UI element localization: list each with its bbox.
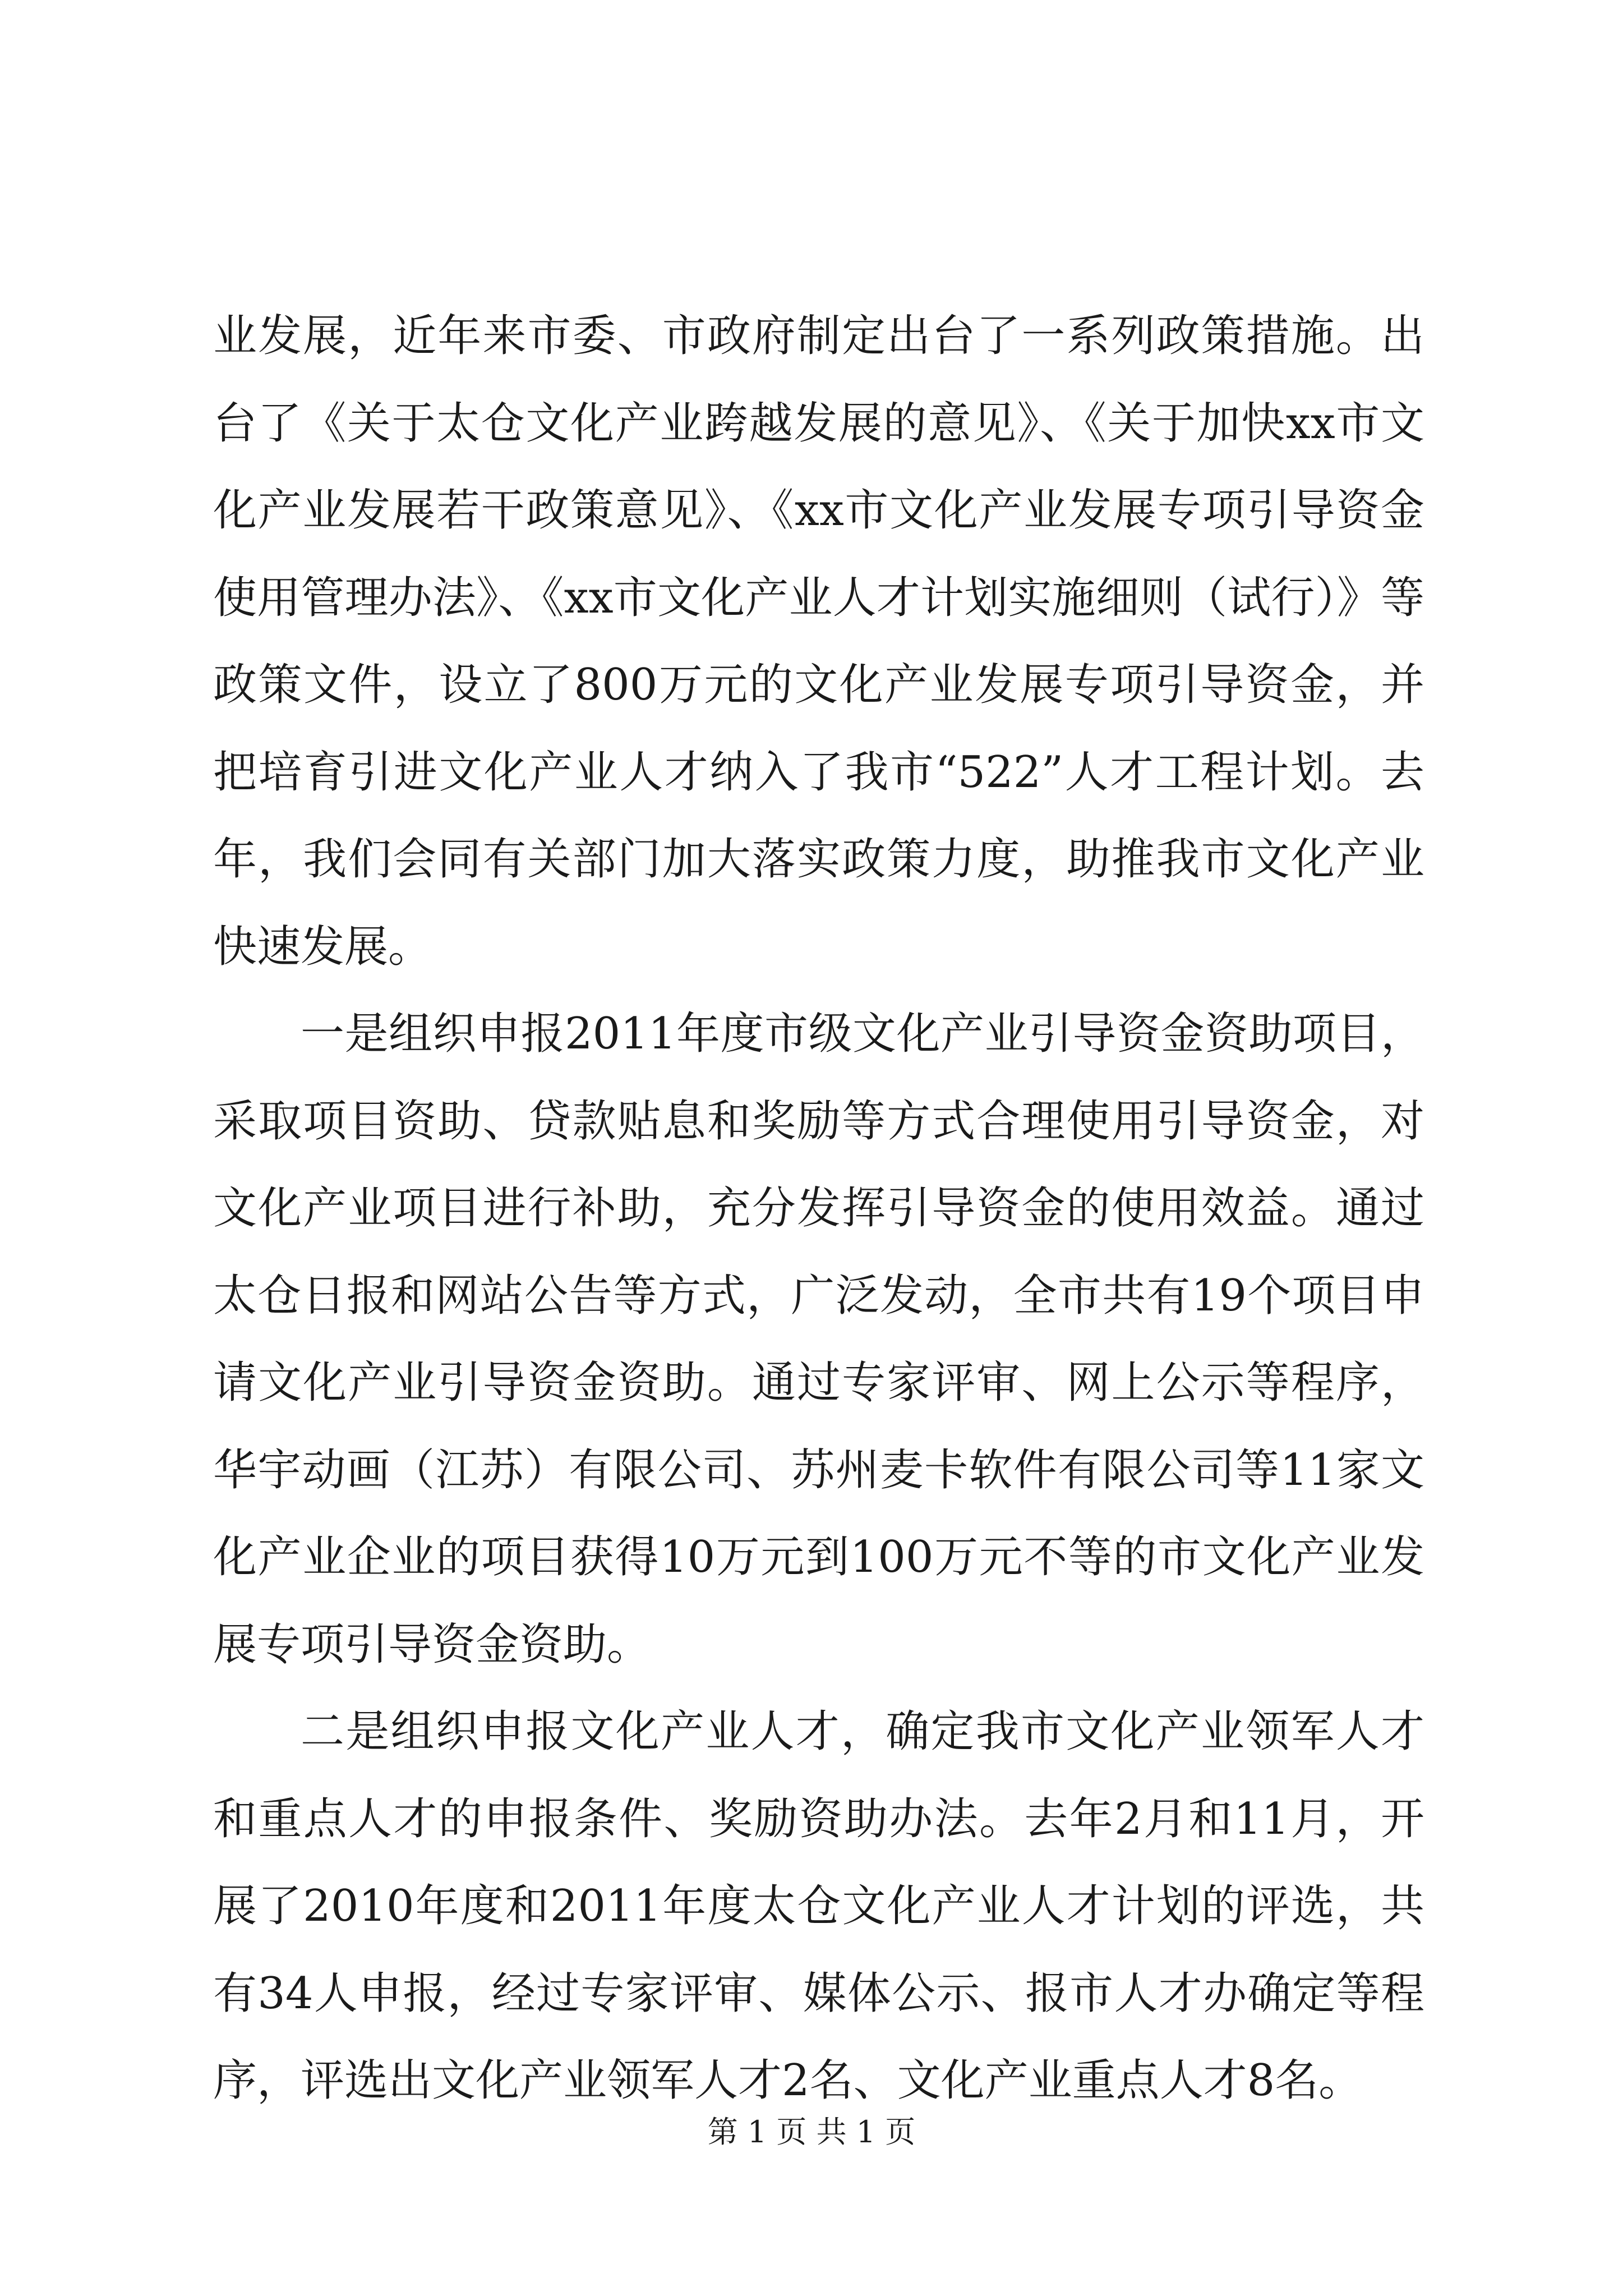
document-body — [213, 293, 1424, 2125]
paragraph-guidance-funds: 一是组织申报2011年度市级文化产业引导资金资助项目，采取项目资助、贷款贴息和奖励等方式合理使用引导资金，对文化产业项目进行补助，充分发挥引导资金的使用效益。通过太仓日报和网站公告等方式，广泛发动，全市共有19个项目申请文化产业引导资金资助。通过专家评审、网上公示等程序，华宇动画（江苏）有限公司、苏州麦卡软件有限公司等11家文化产业企业的项目获得10万元到100万元不等的市文化产业发展专项引导资金资助。 — [213, 1009, 1424, 1670]
page-footer: 第 1 页 共 1 页 — [707, 2114, 916, 2150]
paragraph-continuation: 业发展，近年来市委、市政府制定出台了一系列政策措施。出台了《关于太仓文化产业跨越发展的意见》、《关于加快xx市文化产业发展若干政策意见》、《xx市文化产业发展专项引导资金使用管理办法》、《xx市文化产业人才计划实施细则（试行）》等政策文件，设立了800万元的文化产业发展专项引导资金，并把培育引进文化产业人才纳入了我市“522”人才工程计划。去年，我们会同有关部门加大落实政策力度，助推我市文化产业快速发展。 — [213, 311, 1424, 972]
paragraph-talent-program: 二是组织申报文化产业人才，确定我市文化产业领军人才和重点人才的申报条件、奖励资助办法。去年2月和11月，开展了2010年度和2011年度太仓文化产业人才计划的评选，共有34人申报，经过专家评审、媒体公示、报市人才办确定等程序，评选出文化产业领军人才2名、文化产业重点人才8名。 — [213, 1706, 1424, 2106]
